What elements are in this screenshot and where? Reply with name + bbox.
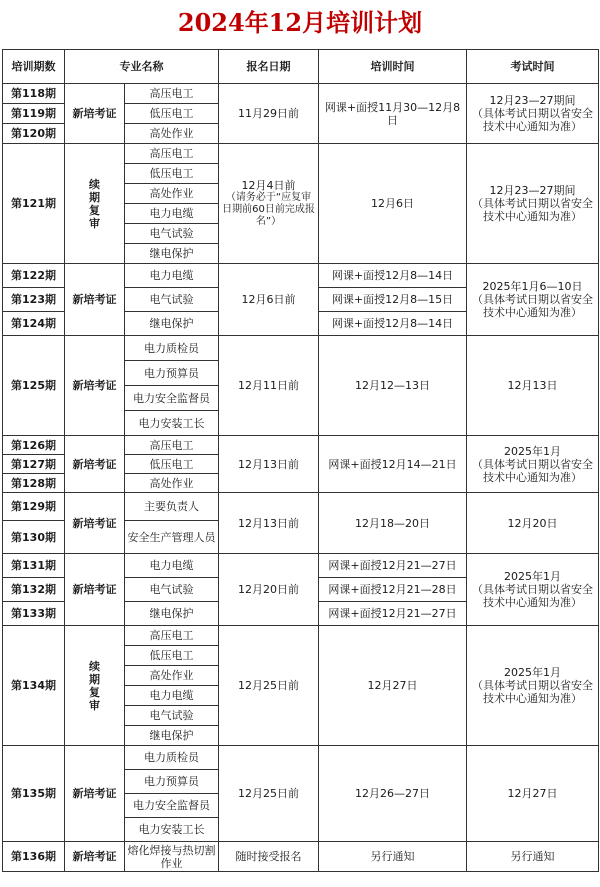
period-136: 第136期 <box>3 842 65 872</box>
exam-time <box>467 626 599 746</box>
training-time: 网课+面授12月21—27日 <box>319 554 467 578</box>
table-row <box>3 264 599 288</box>
category-renewal <box>65 144 125 264</box>
period-127: 第127期 <box>3 455 65 474</box>
category-new-cert: 新培考证 <box>65 436 125 493</box>
subject-cell: 电力安全监督员 <box>125 794 219 818</box>
exam-time <box>467 84 599 144</box>
header-training-time: 培训时间 <box>319 50 467 84</box>
registration-date: 12月13日前 <box>219 493 319 554</box>
subject-cell: 电力电缆 <box>125 264 219 288</box>
training-time: 网课+面授12月14—21日 <box>319 436 467 493</box>
subject-cell: 高压电工 <box>125 144 219 164</box>
header-subject: 专业名称 <box>65 50 219 84</box>
subject-cell: 继电保护 <box>125 602 219 626</box>
exam-note: （具体考试日期以省安全技术中心通知为准） <box>472 679 593 705</box>
registration-date: 11月29日前 <box>219 84 319 144</box>
training-time: 网课+面授12月8—14日 <box>319 264 467 288</box>
registration-date: 12月20日前 <box>219 554 319 626</box>
training-plan-table <box>2 49 599 872</box>
exam-date: 2025年1月 <box>504 570 561 583</box>
registration-date: 12月11日前 <box>219 336 319 436</box>
header-period: 培训期数 <box>3 50 65 84</box>
exam-time <box>467 264 599 336</box>
period-130: 第130期 <box>3 521 65 554</box>
subject-cell: 电气试验 <box>125 706 219 726</box>
table-row <box>3 436 599 455</box>
period-122: 第122期 <box>3 264 65 288</box>
period-118: 第118期 <box>3 84 65 104</box>
training-time: 网课+面授12月8—14日 <box>319 312 467 336</box>
table-row <box>3 554 599 578</box>
subject-cell: 电气试验 <box>125 578 219 602</box>
exam-note: （具体考试日期以省安全技术中心通知为准） <box>472 293 593 319</box>
exam-note: （具体考试日期以省安全技术中心通知为准） <box>472 457 593 484</box>
subject-cell: 高压电工 <box>125 84 219 104</box>
table-row <box>3 493 599 521</box>
period-129: 第129期 <box>3 493 65 521</box>
registration-date: 12月25日前 <box>219 626 319 746</box>
training-time: 网课+面授12月21—27日 <box>319 602 467 626</box>
renewal-char: 期 <box>89 672 100 686</box>
renewal-char: 审 <box>89 216 100 230</box>
table-row <box>3 336 599 361</box>
period-128: 第128期 <box>3 474 65 493</box>
subject-cell: 电力预算员 <box>125 361 219 386</box>
training-time: 12月18—20日 <box>319 493 467 554</box>
period-121: 第121期 <box>3 144 65 264</box>
exam-time <box>467 436 599 493</box>
subject-cell: 低压电工 <box>125 104 219 124</box>
subject-cell: 电气试验 <box>125 288 219 312</box>
subject-cell: 继电保护 <box>125 726 219 746</box>
subject-cell: 高压电工 <box>125 436 219 455</box>
period-135: 第135期 <box>3 746 65 842</box>
exam-date: 12月23—27期间 <box>489 94 576 107</box>
category-new-cert: 新培考证 <box>65 84 125 144</box>
period-125: 第125期 <box>3 336 65 436</box>
registration-main: 12月4日前 <box>241 179 296 192</box>
renewal-char: 复 <box>89 685 100 699</box>
exam-time: 12月27日 <box>467 746 599 842</box>
subject-cell: 熔化焊接与热切割作业 <box>125 842 219 872</box>
header-registration: 报名日期 <box>219 50 319 84</box>
exam-date: 2025年1月6—10日 <box>482 280 583 293</box>
subject-cell: 电力质检员 <box>125 746 219 770</box>
exam-time <box>467 554 599 626</box>
subject-cell: 电力安全监督员 <box>125 386 219 411</box>
exam-note: （具体考试日期以省安全技术中心通知为准） <box>472 197 593 223</box>
exam-date: 12月23—27期间 <box>489 184 576 197</box>
subject-cell: 高压电工 <box>125 626 219 646</box>
subject-cell: 电力安装工长 <box>125 818 219 842</box>
subject-cell: 安全生产管理人员 <box>125 521 219 554</box>
subject-cell: 继电保护 <box>125 312 219 336</box>
category-new-cert: 新培考证 <box>65 554 125 626</box>
registration-date: 12月13日前 <box>219 436 319 493</box>
period-131: 第131期 <box>3 554 65 578</box>
training-time: 12月12—13日 <box>319 336 467 436</box>
subject-cell: 电力安装工长 <box>125 411 219 436</box>
exam-note: （具体考试日期以省安全技术中心通知为准） <box>472 107 593 133</box>
renewal-char: 续 <box>89 177 100 191</box>
renewal-char: 审 <box>89 698 100 712</box>
period-126: 第126期 <box>3 436 65 455</box>
category-new-cert: 新培考证 <box>65 842 125 872</box>
table-header-row <box>3 50 599 84</box>
subject-cell: 电力电缆 <box>125 686 219 706</box>
category-renewal <box>65 626 125 746</box>
renewal-char: 复 <box>89 203 100 217</box>
table-row <box>3 746 599 770</box>
period-123: 第123期 <box>3 288 65 312</box>
subject-cell: 主要负责人 <box>125 493 219 521</box>
period-134: 第134期 <box>3 626 65 746</box>
period-120: 第120期 <box>3 124 65 144</box>
exam-time: 12月20日 <box>467 493 599 554</box>
exam-time <box>467 144 599 264</box>
training-time: 12月6日 <box>319 144 467 264</box>
exam-date: 2025年1月 <box>504 666 561 679</box>
exam-time: 另行通知 <box>467 842 599 872</box>
period-124: 第124期 <box>3 312 65 336</box>
training-time: 网课+面授12月8—15日 <box>319 288 467 312</box>
category-new-cert: 新培考证 <box>65 264 125 336</box>
subject-cell: 高处作业 <box>125 666 219 686</box>
period-119: 第119期 <box>3 104 65 124</box>
header-exam-time: 考试时间 <box>467 50 599 84</box>
period-132: 第132期 <box>3 578 65 602</box>
renewal-char: 续 <box>89 659 100 673</box>
training-time: 12月26—27日 <box>319 746 467 842</box>
category-new-cert: 新培考证 <box>65 336 125 436</box>
training-time: 12月27日 <box>319 626 467 746</box>
exam-note: （具体考试日期以省安全技术中心通知为准） <box>472 583 593 609</box>
subject-cell: 电力电缆 <box>125 554 219 578</box>
table-row <box>3 84 599 104</box>
registration-date: 12月25日前 <box>219 746 319 842</box>
registration-date: 随时接受报名 <box>219 842 319 872</box>
renewal-char: 期 <box>89 190 100 204</box>
exam-time: 12月13日 <box>467 336 599 436</box>
registration-date: 12月6日前 <box>219 264 319 336</box>
category-new-cert: 新培考证 <box>65 493 125 554</box>
training-time: 另行通知 <box>319 842 467 872</box>
subject-cell: 电力预算员 <box>125 770 219 794</box>
training-time: 网课+面授12月21—28日 <box>319 578 467 602</box>
subject-cell: 低压电工 <box>125 455 219 474</box>
training-time: 网课+面授11月30—12月8日 <box>319 84 467 144</box>
subject-cell: 电气试验 <box>125 224 219 244</box>
table-row <box>3 842 599 872</box>
subject-cell: 电力质检员 <box>125 336 219 361</box>
subject-cell: 电力电缆 <box>125 204 219 224</box>
registration-note: （请务必于“应复审日期前60日前完成报名”） <box>222 192 315 227</box>
category-new-cert: 新培考证 <box>65 746 125 842</box>
period-133: 第133期 <box>3 602 65 626</box>
exam-date: 2025年1月 <box>504 444 561 458</box>
subject-cell: 低压电工 <box>125 164 219 184</box>
page-title: 2024年12月培训计划 <box>177 8 423 37</box>
registration-date <box>219 144 319 264</box>
subject-cell: 高处作业 <box>125 184 219 204</box>
subject-cell: 继电保护 <box>125 244 219 264</box>
subject-cell: 高处作业 <box>125 124 219 144</box>
table-row <box>3 626 599 646</box>
table-row <box>3 144 599 164</box>
subject-cell: 高处作业 <box>125 474 219 493</box>
subject-cell: 低压电工 <box>125 646 219 666</box>
